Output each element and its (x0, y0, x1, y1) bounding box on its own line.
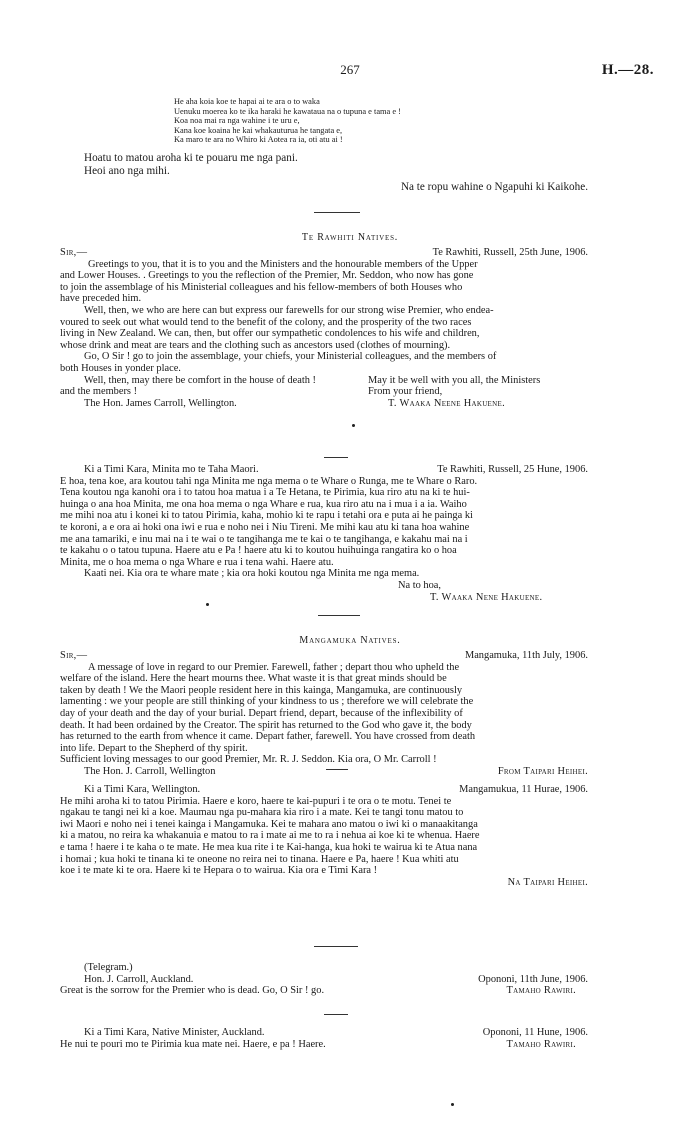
salutation: Sir,— (60, 247, 88, 258)
paragraph-line: whose drink and meat are tears and the clothing such as ancestors used (clothes of mourning). (60, 339, 451, 351)
telegram-body: Great is the sorrow for the Premier who is dead. Go, O Sir ! go. (60, 985, 325, 997)
paragraph-line: ki a matou, no reira ka whakanuia e matou to ra i mate ai me to ra i nehua ai koe ki te whenua. Haere (60, 830, 480, 842)
closing-line: Kaati nei. Kia ora te whare mate ; kia ora hoki koutou nga Minita me nga mema. (84, 568, 420, 580)
paragraph-line: have preceded him. (60, 293, 142, 305)
rawhiti-letter-english (60, 247, 600, 409)
short-rule (326, 769, 348, 770)
sign-off: Na to hoa, (398, 579, 441, 591)
maori-address: Ki a Timi Kara, Wellington. (84, 784, 201, 795)
poem-line: Ka maro te ara no Whiro ki Aotea ra ia, oti atu ai ! (174, 135, 343, 145)
short-rule (324, 1014, 348, 1015)
place-date: Mangamuka, 11th July, 1906. (464, 650, 588, 661)
telegram-label: (Telegram.) (84, 962, 133, 973)
telegram-body-row (60, 1039, 600, 1051)
closing-line: Sufficient loving messages to our good Premier, Mr. R. J. Seddon. Kia ora, O Mr. Carroll ! (60, 754, 437, 766)
stray-mark (352, 424, 355, 427)
addressee: Hon. J. Carroll, Auckland. (84, 973, 194, 985)
paragraph-line: Greetings to you, that it is to you and the Ministers and the honourable members of the Upper (88, 258, 478, 270)
paragraph-line: living in New Zealand. We can, then, but offer our sympathetic condolences to his wife and children, (60, 328, 480, 340)
telegram-english (60, 962, 600, 997)
paragraph-line: huinga o ana hoa Minita, me ona hoa mema o nga Whare e rua, kua riro atu na i mua i a ia. Waiho (60, 498, 467, 510)
letter-header (60, 650, 600, 662)
paragraph-line: iwi Maori e noho nei i tenei kainga i Mangamuka. Kei te mahara ano matou o iwi ki o manaakitanga (60, 818, 478, 830)
addressee: The Hon. J. Carroll, Wellington (84, 765, 216, 777)
signature: From Taipari Heihei. (497, 765, 588, 777)
page-number: 267 (340, 62, 360, 77)
paragraph-line: me mihi noa atu i konei ki to tatou Pirimia, kaha, mohio ki te rapu i tetahi ora e puta ai he painga ki (60, 510, 473, 522)
paragraph-line: te kakahu o o tatou tupuna. Haere atu e Pa ! haere atu ki to koutou huihuinga rangatira ko o hoa (60, 545, 457, 557)
telegram-body-row (60, 985, 600, 997)
section-divider (318, 615, 360, 616)
salutation: Sir,— (60, 650, 88, 661)
poem-line: Uenuku moerea ko te ika haraki he kawataua na o tupuna e tama e ! (174, 106, 401, 116)
signature: Na Taipari Heihei. (507, 876, 588, 888)
kaikohe-signature: Na te ropu wahine o Ngapuhi ki Kaikohe. (400, 181, 588, 193)
poem-line: Koa noa mai ra nga wahine i te uru e, (174, 116, 300, 126)
poem-line: Kana koe koaina he kai whakauturua he tangata e, (174, 125, 343, 135)
section-heading-mangamuka: Mangamuka Natives. (299, 635, 401, 646)
place-date: Te Rawhiti, Russell, 25th June, 1906. (432, 247, 588, 258)
signature: Tamaho Rawiri. (506, 985, 576, 997)
signature: T. Waaka Nene Hakuene. (430, 591, 543, 603)
paragraph-line: taken by death ! We the Maori people resident here in this kainga, Mangamuka, are continuously (60, 684, 463, 696)
poem-verse (174, 97, 401, 145)
paragraph-line: e tama ! haere i te kaha o te mate. He mea kua rite i te Kai-hanga, kua hoki te wairua ki te Atua nana (60, 841, 478, 853)
paragraph-line: ngakau te tangi nei ki a koe. Maumau nga pu-mahara kia riro i a mate. Kei te tangi tonu matou to (60, 807, 464, 819)
letter-header (60, 784, 600, 796)
paragraph-line: Minita, me o hoa mema o nga Whare e rua i tena wahi. Haere atu. (60, 556, 334, 568)
short-rule (324, 457, 348, 458)
paragraph-line: Tena koutou nga kanohi ora i to tatou hoa matua i a Te Hetana, te Pirimia, kua riro atu na ki te hui- (60, 487, 470, 499)
addressee: Ki a Timi Kara, Native Minister, Auckland. (84, 1027, 265, 1038)
text-line: Hoatu to matou aroha ki te pouaru me nga pani. (84, 152, 298, 164)
closing-columns (60, 375, 600, 410)
paragraph-line: Well, then, we who are here can but express our farewells for our strong wise Premier, who endea- (84, 304, 494, 316)
section-divider (314, 946, 358, 947)
addressee: The Hon. James Carroll, Wellington. (84, 397, 237, 409)
telegram-body: He nui te pouri mo te Pirimia kua mate nei. Haere, e pa ! Haere. (60, 1038, 326, 1050)
paragraph-line: voured to seek out what would tend to the benefit of the colony, and the prosperity of the two races (60, 316, 472, 328)
place-date: Opononi, 11th June, 1906. (478, 973, 588, 985)
paragraph-line: day of your death and the day of your burial. Depart friend, depart, because of the inflexibility of (60, 707, 463, 719)
mangamuka-letter-english (60, 650, 600, 778)
paragraph-line: te koroni, a e ora ai hoki ona iwi e rua e noho nei i Niu Tireni. Me mihi kau atu ki tana hoa wahine (60, 521, 470, 533)
closing-line: and the members ! (60, 386, 138, 398)
paragraph-line: welfare of the island. Here the heart mourns thee. What waste it is that great minds should be (60, 673, 447, 685)
letter-header (60, 974, 600, 986)
closing-line: May it be well with you all, the Ministers (368, 374, 541, 386)
paragraph-line: Go, O Sir ! go to join the assemblage, your chiefs, your Ministerial colleagues, and the members of (84, 351, 497, 363)
rawhiti-letter-maori (60, 464, 600, 603)
place-date: Te Rawhiti, Russell, 25 Hune, 1906. (437, 464, 588, 475)
paragraph-line: into life. Depart to the Shepherd of thy spirit. (60, 742, 248, 754)
kaikohe-closing (60, 152, 600, 194)
paragraph-line: death. It had been ordained by the Creator. The spirit has returned to the God who gave it, the body (60, 719, 472, 731)
poem-line: He aha koia koe te hapai ai te ara o to waka (174, 97, 320, 106)
text-line: Heoi ano nga mihi. (84, 165, 170, 177)
section-divider (314, 212, 360, 213)
paragraph-line: lamenting : we your people are still thinking of your kindness to us ; therefore we will celebrate the (60, 696, 474, 708)
paragraph-line: and Lower Houses. . Greetings to you the reflection of the Premier, Mr. Seddon, who now has gone (60, 270, 474, 282)
section-heading-rawhiti: Te Rawhiti Natives. (301, 232, 399, 243)
paragraph-line: to join the assemblage of his Ministerial colleagues and his fellow-members of both Houses who (60, 281, 463, 293)
paragraph-line: He mihi aroha ki to tatou Pirimia. Haere e koro, haere te kai-pupuri i te ora o te motu. Tenei te (60, 795, 452, 807)
place-date: Mangamukua, 11 Hurae, 1906. (459, 784, 588, 795)
closing-line: From your friend, (368, 386, 443, 398)
paragraph-line: koe i te mate ki te ora. Haere ki te Hepara o to wairua. Kia ora e Timi Kara ! (60, 865, 378, 877)
mangamuka-letter-maori (60, 784, 600, 888)
letter-header (60, 464, 600, 476)
signature: T. Waaka Neene Hakuene. (388, 397, 505, 409)
stray-mark (206, 603, 209, 606)
maori-address: Ki a Timi Kara, Minita mo te Taha Maori. (84, 464, 259, 475)
paragraph-line: A message of love in regard to our Premier. Farewell, father ; depart thou who upheld the (88, 661, 460, 673)
paragraph-line: i homai ; kua hoki te tinana ki te oneone no reira nei to tinana. Haere e Pa, haere ! Kua whiti atu (60, 853, 459, 865)
paragraph-line: E hoa, tena koe, ara koutou tahi nga Minita me nga mema o te Whare o Runga, me te Whare o Raro. (60, 475, 478, 487)
letter-header (60, 1027, 600, 1039)
closing-line: Well, then, may there be comfort in the house of death ! (84, 374, 317, 386)
signature: Tamaho Rawiri. (506, 1038, 576, 1050)
paragraph-line: has returned to the earth from whence it came. Depart father, farewell. You have crossed from death (60, 731, 476, 743)
paragraph-line: me ana tamariki, e inu mai na i te wai o te tangihanga me te kai o te tangihanga, e kakahu mai na i (60, 533, 468, 545)
document-reference: H.—28. (601, 62, 654, 78)
letter-header (60, 247, 600, 259)
paragraph-line: both Houses in yonder place. (60, 362, 181, 374)
place-date: Opononi, 11 Hune, 1906. (482, 1027, 588, 1038)
addressee-row (60, 766, 600, 778)
telegram-maori (60, 1027, 600, 1050)
stray-mark (451, 1103, 454, 1106)
